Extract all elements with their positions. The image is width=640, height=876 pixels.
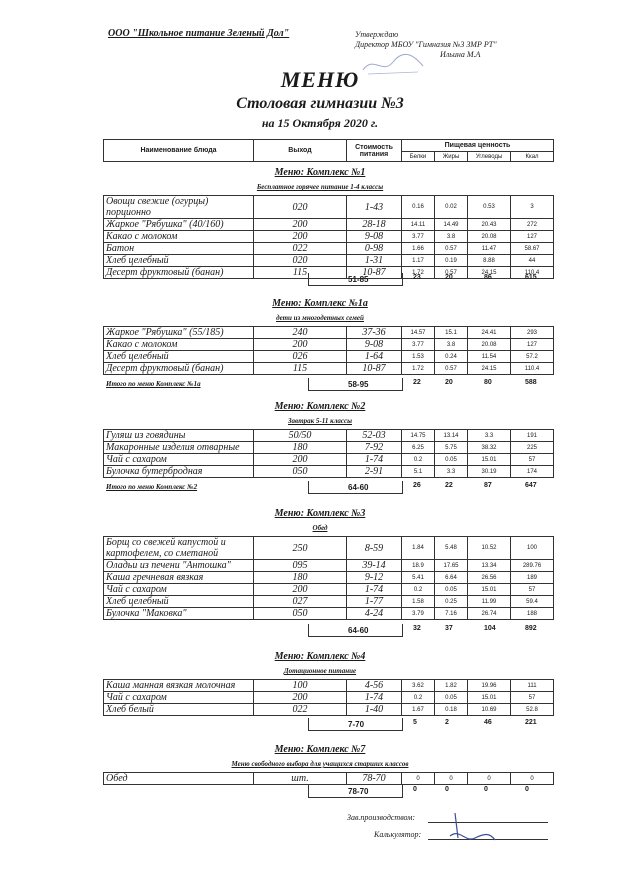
kcal-value: 127: [511, 339, 554, 351]
table-row: [104, 680, 554, 692]
carbs-value: 3.3: [468, 430, 511, 442]
total-c: 46: [484, 719, 492, 726]
header-name: Наименование блюда: [104, 140, 254, 162]
dish-yield: 115: [254, 363, 347, 375]
total-cost: 58-95: [348, 380, 369, 389]
dish-cost: 4-56: [347, 680, 402, 692]
carbs-value: 15.01: [468, 454, 511, 466]
header-cost-line2: питания: [359, 150, 389, 158]
handwritten-signature-icon: [440, 808, 500, 848]
carbs-value: 24.41: [468, 327, 511, 339]
calculator-label: Калькулятор:: [374, 830, 422, 839]
header-kcal: Ккал: [511, 152, 554, 162]
dish-yield: 050: [254, 466, 347, 478]
dish-yield: 022: [254, 243, 347, 255]
table-row: [104, 596, 554, 608]
dish-cost: 1-31: [347, 255, 402, 267]
protein-value: 1.53: [402, 351, 435, 363]
section-title: Меню: Комплекс №3: [274, 508, 366, 519]
section-title: Меню: Комплекс №1а: [272, 298, 368, 309]
kcal-value: 110.4: [511, 363, 554, 375]
dish-name: Чай с сахаром: [104, 692, 254, 704]
header-fat: Жиры: [435, 152, 468, 162]
dish-yield: 022: [254, 704, 347, 716]
dish-cost: 28-18: [347, 219, 402, 231]
dish-name: Булочка бутербродная: [104, 466, 254, 478]
fat-value: 0.57: [435, 267, 468, 279]
kcal-value: 189: [511, 572, 554, 584]
dish-name: Жаркое "Рябушка" (55/185): [104, 327, 254, 339]
dish-name: Оладьи из печени "Антошка": [104, 560, 254, 572]
dish-name: Каша манная вязкая молочная: [104, 680, 254, 692]
fat-value: 0.05: [435, 454, 468, 466]
protein-value: 14.75: [402, 430, 435, 442]
carbs-value: 30.19: [468, 466, 511, 478]
menu-table: [103, 429, 554, 478]
header-cost: [347, 140, 402, 162]
carbs-value: 19.96: [468, 680, 511, 692]
carbs-value: 38.32: [468, 442, 511, 454]
table-header: [103, 139, 554, 162]
table-row: [104, 560, 554, 572]
dish-name: Чай с сахаром: [104, 584, 254, 596]
dish-cost: 7-92: [347, 442, 402, 454]
dish-cost: 1-40: [347, 704, 402, 716]
kcal-value: 57: [511, 692, 554, 704]
menu-table: [103, 772, 554, 785]
approval-line-3: Ильина М.А: [440, 50, 481, 59]
total-c: 0: [484, 786, 488, 793]
approval-line-1: Утверждаю: [355, 30, 399, 39]
fat-value: 1.82: [435, 680, 468, 692]
approval-line-2: Директор МБОУ "Гимназия №3 ЗМР РТ": [355, 40, 497, 49]
carbs-value: 24.15: [468, 363, 511, 375]
document-title: МЕНЮ: [280, 67, 360, 92]
kcal-value: 0: [511, 773, 554, 785]
dish-name: Гуляш из говядины: [104, 430, 254, 442]
dish-name: Булочка "Маковка": [104, 608, 254, 620]
total-c: 86: [484, 274, 492, 281]
kcal-value: 59.4: [511, 596, 554, 608]
total-cost: 51-85: [348, 275, 369, 284]
section-subtitle: Дотационное питание: [283, 667, 357, 675]
dish-name: Овощи свежие (огурцы) порционно: [104, 196, 254, 219]
carbs-value: 15.01: [468, 692, 511, 704]
table-row: [104, 454, 554, 466]
total-f: 0: [445, 786, 449, 793]
dish-name: Обед: [104, 773, 254, 785]
dish-cost: 9-12: [347, 572, 402, 584]
carbs-value: 0: [468, 773, 511, 785]
protein-value: 1.67: [402, 704, 435, 716]
fat-value: 0.18: [435, 704, 468, 716]
fat-value: 14.49: [435, 219, 468, 231]
table-row: [104, 327, 554, 339]
total-c: 80: [484, 379, 492, 386]
total-k: 0: [525, 786, 529, 793]
table-row: [104, 231, 554, 243]
section-subtitle: Бесплатное горячее питание 1-4 классы: [256, 183, 384, 191]
protein-value: 1.17: [402, 255, 435, 267]
production-manager-label: Зав.производством:: [347, 813, 416, 822]
total-f: 22: [445, 482, 453, 489]
section-title: Меню: Комплекс №4: [274, 651, 366, 662]
protein-value: 0: [402, 773, 435, 785]
fat-value: 0.05: [435, 584, 468, 596]
carbs-value: 13.34: [468, 560, 511, 572]
menu-table: [103, 536, 554, 620]
protein-value: 0.16: [402, 196, 435, 219]
fat-value: 0.57: [435, 243, 468, 255]
protein-value: 5.41: [402, 572, 435, 584]
protein-value: 3.77: [402, 231, 435, 243]
fat-value: 13.14: [435, 430, 468, 442]
dish-yield: 50/50: [254, 430, 347, 442]
carbs-value: 10.52: [468, 537, 511, 560]
fat-value: 0.25: [435, 596, 468, 608]
dish-name: Жаркое "Рябушка" (40/160): [104, 219, 254, 231]
fat-value: 3.3: [435, 466, 468, 478]
dish-yield: 100: [254, 680, 347, 692]
dish-name: Чай с сахаром: [104, 454, 254, 466]
table-row: [104, 537, 554, 560]
fat-value: 0.02: [435, 196, 468, 219]
dish-name: Десерт фруктовый (банан): [104, 267, 254, 279]
document-date: на 15 Октября 2020 г.: [261, 116, 379, 130]
dish-cost: 2-91: [347, 466, 402, 478]
protein-value: 1.66: [402, 243, 435, 255]
kcal-value: 191: [511, 430, 554, 442]
carbs-value: 26.56: [468, 572, 511, 584]
dish-yield: 200: [254, 584, 347, 596]
dish-name: Какао с молоком: [104, 231, 254, 243]
protein-value: 0.2: [402, 454, 435, 466]
dish-cost: 78-70: [347, 773, 402, 785]
total-p: 0: [413, 786, 417, 793]
total-k: 588: [525, 379, 537, 386]
total-k: 647: [525, 482, 537, 489]
protein-value: 3.79: [402, 608, 435, 620]
section-subtitle: Обед: [312, 524, 328, 532]
kcal-value: 289.76: [511, 560, 554, 572]
header-cost-line1: Стоимость: [355, 143, 393, 151]
total-p: 22: [413, 379, 421, 386]
dish-yield: 095: [254, 560, 347, 572]
kcal-value: 225: [511, 442, 554, 454]
dish-yield: 200: [254, 219, 347, 231]
dish-cost: 8-59: [347, 537, 402, 560]
table-row: [104, 351, 554, 363]
total-k: 892: [525, 625, 537, 632]
fat-value: 6.64: [435, 572, 468, 584]
dish-yield: 200: [254, 454, 347, 466]
dish-cost: 10-87: [347, 267, 402, 279]
total-label: Итого по меню Комплекс №1а: [106, 380, 201, 388]
dish-yield: 200: [254, 692, 347, 704]
kcal-value: 272: [511, 219, 554, 231]
dish-cost: 37-36: [347, 327, 402, 339]
protein-value: 0.2: [402, 584, 435, 596]
dish-cost: 1-64: [347, 351, 402, 363]
dish-cost: 1-74: [347, 584, 402, 596]
fat-value: 0.19: [435, 255, 468, 267]
kcal-value: 44: [511, 255, 554, 267]
dish-cost: 52-03: [347, 430, 402, 442]
total-cost: 78-70: [348, 787, 369, 796]
dish-yield: 200: [254, 339, 347, 351]
carbs-value: 20.08: [468, 231, 511, 243]
section-title: Меню: Комплекс №2: [274, 401, 366, 412]
dish-yield: 026: [254, 351, 347, 363]
dish-yield: 027: [254, 596, 347, 608]
protein-value: 6.25: [402, 442, 435, 454]
dish-name: Какао с молоком: [104, 339, 254, 351]
carbs-value: 8.88: [468, 255, 511, 267]
dish-name: Каша гречневая вязкая: [104, 572, 254, 584]
dish-yield: 180: [254, 572, 347, 584]
table-row: [104, 442, 554, 454]
total-f: 20: [445, 274, 453, 281]
total-cost: 7-70: [348, 720, 365, 729]
carbs-value: 11.47: [468, 243, 511, 255]
carbs-value: 10.69: [468, 704, 511, 716]
total-p: 5: [413, 719, 417, 726]
carbs-value: 24.15: [468, 267, 511, 279]
document-subtitle: Столовая гимназии №3: [236, 95, 404, 112]
table-row: [104, 584, 554, 596]
total-p: 23: [413, 274, 421, 281]
carbs-value: 15.01: [468, 584, 511, 596]
dish-yield: 250: [254, 537, 347, 560]
table-row: [104, 608, 554, 620]
table-row: [104, 363, 554, 375]
protein-value: 14.57: [402, 327, 435, 339]
header-protein: Белки: [402, 152, 435, 162]
section-title: Меню: Комплекс №1: [274, 167, 366, 178]
table-row: [104, 243, 554, 255]
kcal-value: 57: [511, 454, 554, 466]
dish-name: Хлеб белый: [104, 704, 254, 716]
carbs-value: 26.74: [468, 608, 511, 620]
fat-value: 5.48: [435, 537, 468, 560]
total-c: 87: [484, 482, 492, 489]
dish-cost: 4-24: [347, 608, 402, 620]
table-row: [104, 692, 554, 704]
dish-name: Десерт фруктовый (банан): [104, 363, 254, 375]
dish-cost: 0-98: [347, 243, 402, 255]
table-row: [104, 219, 554, 231]
fat-value: 0.24: [435, 351, 468, 363]
dish-yield: 200: [254, 231, 347, 243]
protein-value: 18.9: [402, 560, 435, 572]
table-row: [104, 773, 554, 785]
kcal-value: 52.8: [511, 704, 554, 716]
fat-value: 15.1: [435, 327, 468, 339]
dish-cost: 9-08: [347, 231, 402, 243]
kcal-value: 293: [511, 327, 554, 339]
dish-cost: 1-74: [347, 454, 402, 466]
fat-value: 0.57: [435, 363, 468, 375]
protein-value: 1.72: [402, 363, 435, 375]
total-p: 26: [413, 482, 421, 489]
kcal-value: 174: [511, 466, 554, 478]
kcal-value: 111: [511, 680, 554, 692]
dish-cost: 39-14: [347, 560, 402, 572]
dish-name: Хлеб целебный: [104, 351, 254, 363]
header-yield: Выход: [254, 140, 347, 162]
carbs-value: 20.08: [468, 339, 511, 351]
dish-yield: 020: [254, 196, 347, 219]
dish-cost: 9-08: [347, 339, 402, 351]
total-f: 37: [445, 625, 453, 632]
total-k: 221: [525, 719, 537, 726]
kcal-value: 58.67: [511, 243, 554, 255]
carbs-value: 11.54: [468, 351, 511, 363]
carbs-value: 0.53: [468, 196, 511, 219]
fat-value: 0.05: [435, 692, 468, 704]
table-row: [104, 704, 554, 716]
total-label: Итого по меню Комплекс №2: [106, 483, 198, 491]
menu-table: [103, 679, 554, 716]
protein-value: 3.77: [402, 339, 435, 351]
dish-yield: шт.: [254, 773, 347, 785]
protein-value: 1.58: [402, 596, 435, 608]
protein-value: 1.84: [402, 537, 435, 560]
menu-table: [103, 326, 554, 375]
protein-value: 1.72: [402, 267, 435, 279]
total-cost: 64-60: [348, 483, 369, 492]
dish-name: Борщ со свежей капустой и картофелем, со сметаной: [104, 537, 254, 560]
dish-name: Хлеб целебный: [104, 596, 254, 608]
kcal-value: 57: [511, 584, 554, 596]
dish-yield: 115: [254, 267, 347, 279]
total-f: 2: [445, 719, 449, 726]
dish-yield: 240: [254, 327, 347, 339]
dish-yield: 020: [254, 255, 347, 267]
dish-yield: 050: [254, 608, 347, 620]
dish-name: Хлеб целебный: [104, 255, 254, 267]
section-subtitle: дети из многодетных семей: [276, 314, 364, 322]
total-p: 32: [413, 625, 421, 632]
fat-value: 3.8: [435, 339, 468, 351]
kcal-value: 110.4: [511, 267, 554, 279]
section-title: Меню: Комплекс №7: [274, 744, 366, 755]
dish-cost: 1-43: [347, 196, 402, 219]
table-row: [104, 255, 554, 267]
carbs-value: 11.99: [468, 596, 511, 608]
dish-cost: 10-87: [347, 363, 402, 375]
carbs-value: 20.43: [468, 219, 511, 231]
dish-name: Макаронные изделия отварные: [104, 442, 254, 454]
kcal-value: 100: [511, 537, 554, 560]
section-subtitle: Завтрак 5-11 классы: [288, 417, 352, 425]
table-row: [104, 466, 554, 478]
total-cost: 64-60: [348, 626, 369, 635]
kcal-value: 57.2: [511, 351, 554, 363]
table-row: [104, 339, 554, 351]
table-row: [104, 572, 554, 584]
total-f: 20: [445, 379, 453, 386]
menu-table: [103, 195, 554, 279]
protein-value: 3.62: [402, 680, 435, 692]
header-carbs: Углеводы: [468, 152, 511, 162]
table-row: [104, 430, 554, 442]
total-k: 615: [525, 274, 537, 281]
fat-value: 7.16: [435, 608, 468, 620]
protein-value: 5.1: [402, 466, 435, 478]
fat-value: 3.8: [435, 231, 468, 243]
total-c: 104: [484, 625, 496, 632]
protein-value: 0.2: [402, 692, 435, 704]
kcal-value: 127: [511, 231, 554, 243]
dish-cost: 1-77: [347, 596, 402, 608]
fat-value: 5.75: [435, 442, 468, 454]
section-subtitle: Меню свободного выбора для учащихся старших классов: [231, 760, 409, 768]
protein-value: 14.11: [402, 219, 435, 231]
kcal-value: 3: [511, 196, 554, 219]
dish-cost: 1-74: [347, 692, 402, 704]
dish-yield: 180: [254, 442, 347, 454]
dish-name: Батон: [104, 243, 254, 255]
header-nutrition: Пищевая ценность: [402, 140, 554, 152]
table-row: [104, 196, 554, 219]
company-name: ООО "Школьное питание Зеленый Дол": [108, 28, 290, 39]
fat-value: 17.65: [435, 560, 468, 572]
fat-value: 0: [435, 773, 468, 785]
kcal-value: 188: [511, 608, 554, 620]
